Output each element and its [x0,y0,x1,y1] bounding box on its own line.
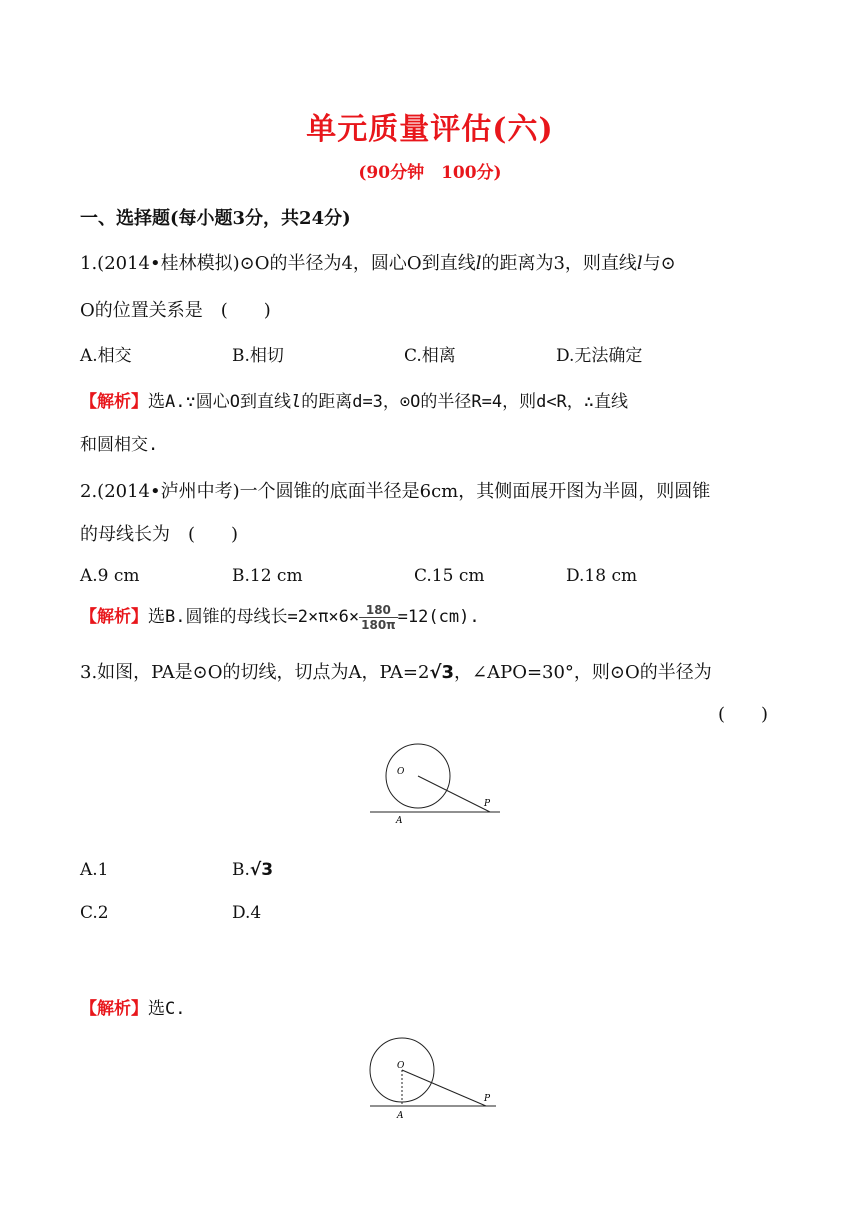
q1-analysis-text-a: 选A.∵圆心O到直线 [148,392,291,412]
q3-analysis-tag: 【解析】 [80,999,148,1019]
q1-text-c: 与⊙ [642,253,676,274]
q3-analysis [80,994,185,1019]
label-p: P [484,1094,491,1104]
q1-analysis-var: l [290,392,302,412]
label-a: A [397,1111,404,1120]
q1-analysis [80,387,628,412]
q1-option-b: B.相切 [232,346,284,366]
label-o: O [397,767,405,777]
q2-stem-line2: 的母线长为 ( ) [80,524,239,545]
q2-fraction-denominator: 180π [361,617,396,632]
q3-option-d: D.4 [232,903,262,923]
q1-analysis-tag: 【解析】 [80,392,148,412]
page-title: 单元质量评估(六) [306,112,554,147]
q3-analysis-text: 选C. [148,999,186,1019]
q3-figure-solution [360,1030,510,1120]
q3-sqrt: √3 [429,662,454,683]
q3-text-a: 3.如图，PA是⊙O的切线，切点为A，PA=2 [80,662,430,683]
q3-option-b-label: B. [232,860,250,880]
q1-stem-line2: O的位置关系是 ( ) [80,300,271,321]
q2-option-c: C.15 cm [414,566,485,586]
q3-answer-bracket: ( ) [718,704,769,725]
q2-analysis [80,602,480,632]
q3-option-b-sqrt: √3 [249,860,274,880]
q2-analysis-text-b: =12(cm). [397,607,480,627]
q2-fraction [359,603,398,632]
segment-op [402,1070,486,1106]
q2-analysis-tag: 【解析】 [80,607,148,627]
q1-var-l2: l [636,253,643,274]
q1-stem-line1 [80,249,676,275]
q3-option-c: C.2 [80,903,109,923]
q2-stem-line1: 2.(2014•泸州中考)一个圆锥的底面半径是6cm，其侧面展开图为半圆，则圆锥 [80,481,711,502]
q2-option-d: D.18 cm [566,566,638,586]
label-a: A [396,816,403,826]
q3-option-b [232,860,273,880]
label-o: O [397,1061,405,1071]
q2-fraction-numerator: 180 [359,603,398,618]
label-p: P [484,799,491,809]
q1-text-a: 1.(2014•桂林模拟)⊙O的半径为4，圆心O到直线 [80,253,476,274]
q1-option-d: D.无法确定 [556,346,643,366]
q3-stem-line1 [80,658,712,684]
q3-text-b: ，∠APO=30°，则⊙O的半径为 [454,662,712,683]
q1-analysis-text-b: 的距离d=3，⊙O的半径R=4，则d<R，∴直线 [301,392,629,412]
q2-option-a: A.9 cm [80,566,140,586]
section-heading: 一、选择题(每小题3分，共24分) [80,208,351,229]
q1-var-l: l [475,253,482,274]
q3-option-a: A.1 [80,860,109,880]
q1-analysis-line2: 和圆相交. [80,435,159,455]
q1-text-b: 的距离为3，则直线 [481,253,637,274]
page-subtitle: (90分钟 100分) [358,163,502,183]
q2-analysis-text-a: 选B.圆锥的母线长=2×π×6× [148,607,360,627]
q2-option-b: B.12 cm [232,566,303,586]
q1-option-c: C.相离 [404,346,456,366]
q3-figure-question [360,738,510,828]
q1-option-a: A.相交 [80,346,132,366]
